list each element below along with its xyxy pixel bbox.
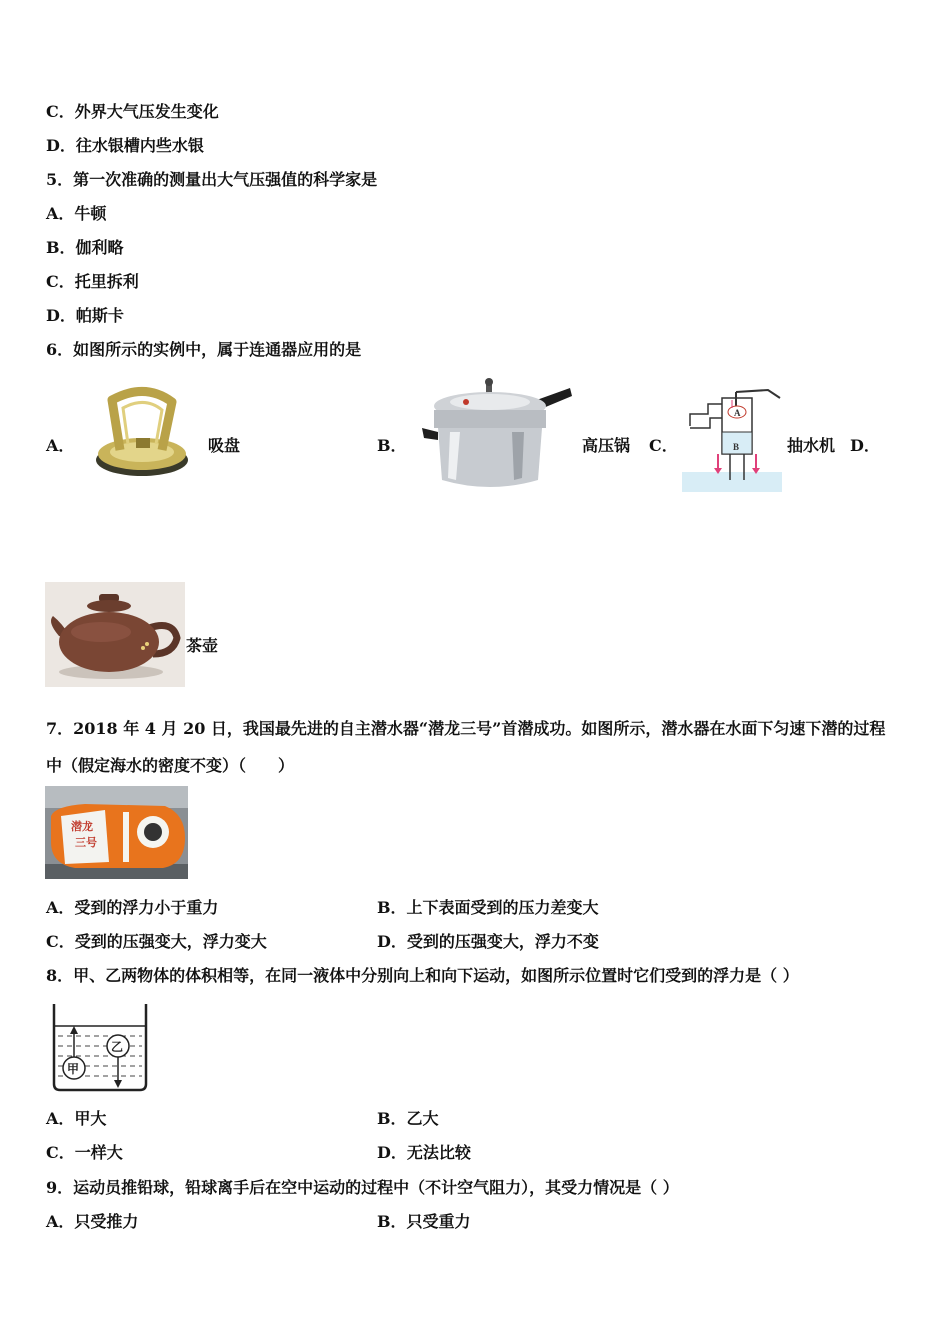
q5-option-b: B．伽利略 [46, 238, 124, 257]
pump-label-b: B [733, 442, 740, 452]
q7-option-b: B．上下表面受到的压力差变大 [377, 898, 599, 917]
pump-label-a: A [734, 408, 741, 418]
q9-option-a: A．只受推力 [46, 1212, 139, 1231]
q7-option-a: A．受到的浮力小于重力 [46, 898, 219, 917]
q6-option-d-label: 茶壶 [186, 636, 219, 655]
q8-option-b: B．乙大 [377, 1109, 439, 1128]
q6-option-c-label: 抽水机 [787, 436, 836, 455]
q5-stem: 5．第一次准确的测量出大气压强值的科学家是 [46, 170, 378, 189]
water-pump-diagram [680, 384, 784, 494]
q9-option-b: B．只受重力 [377, 1212, 471, 1231]
teapot-image [45, 582, 185, 687]
q8-stem: 8．甲、乙两物体的体积相等，在同一液体中分别向上和向下运动，如图所示位置时它们受到的浮力是（ ） [46, 966, 799, 985]
q5-option-a: A．牛顿 [46, 204, 107, 223]
q6-option-a-label: 吸盘 [208, 436, 241, 455]
sub-text-2: 三号 [75, 836, 97, 849]
q5-option-d: D．帕斯卡 [46, 306, 124, 325]
submersible-photo [45, 786, 188, 879]
q8-option-c: C．一样大 [46, 1143, 123, 1162]
q5-option-c: C．托里拆利 [46, 272, 139, 291]
q6-option-b-letter: B． [377, 436, 407, 455]
q7-stem-line-1: 7．2018 年 4 月 20 日，我国最先进的自主潜水器“潜龙三号”首潜成功。如图所示，潜水器在水面下匀速下潜的过程 [46, 719, 886, 738]
q7-option-d: D．受到的压强变大，浮力不变 [377, 932, 599, 951]
q8-option-d: D．无法比较 [377, 1143, 471, 1162]
q6-option-c-letter: C． [649, 436, 678, 455]
q4-option-c: C．外界大气压发生变化 [46, 102, 219, 121]
beaker-diagram [50, 1000, 150, 1096]
q6-option-b-label: 高压锅 [582, 436, 631, 455]
beaker-label-yi: 乙 [111, 1040, 124, 1054]
q8-option-a: A．甲大 [46, 1109, 107, 1128]
q9-stem: 9．运动员推铅球，铅球离手后在空中运动的过程中（不计空气阻力），其受力情况是（ ） [46, 1178, 679, 1197]
q6-option-a-letter: A． [46, 436, 75, 455]
q7-stem-line-2: 中（假定海水的密度不变）（ ） [46, 756, 295, 775]
q6-option-d-letter: D． [850, 436, 880, 455]
pressure-cooker-image [420, 376, 575, 494]
beaker-label-jia: 甲 [67, 1062, 80, 1076]
q7-option-c: C．受到的压强变大，浮力变大 [46, 932, 267, 951]
suction-cup-image [90, 382, 200, 482]
q4-option-d: D．往水银槽内些水银 [46, 136, 204, 155]
q6-stem: 6．如图所示的实例中，属于连通器应用的是 [46, 340, 362, 359]
sub-text-1: 潜龙 [71, 820, 93, 833]
